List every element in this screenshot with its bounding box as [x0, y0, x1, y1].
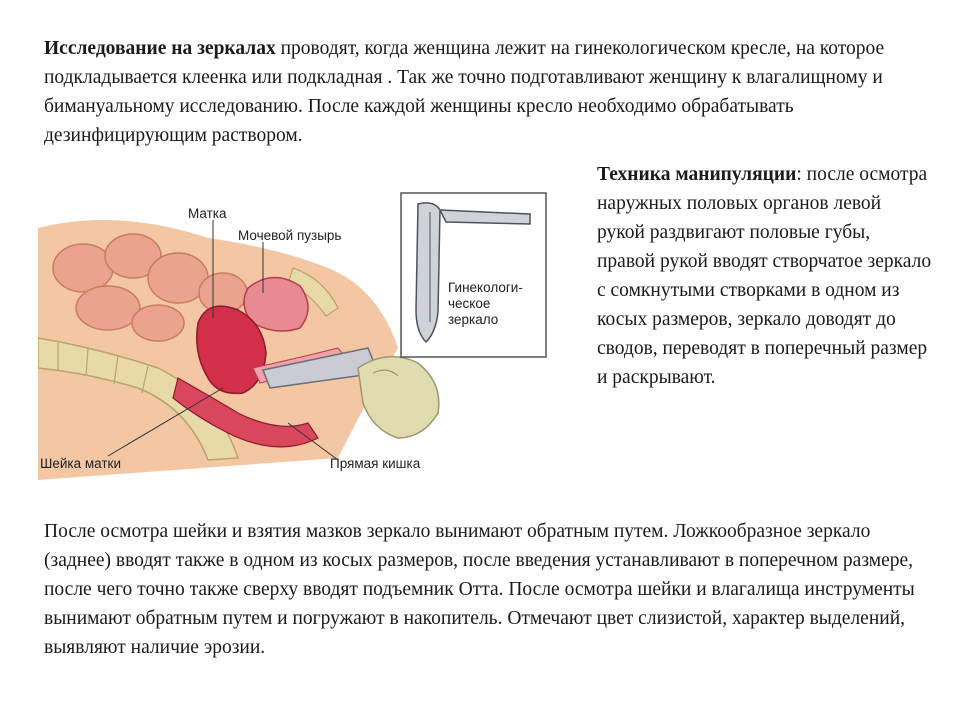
technique-text: : после осмотра наружных половых органов левой рукой раздвигают половые губы, правой рукой вводят створчатое зеркало с сомкнутыми створками в одном из косых размеров, зеркало доводят до сводов, переводят в поперечный размер и раскрывают. [597, 164, 932, 388]
intro-text: проводят, когда женщина лежит на гинекологическом кресле, на которое подкладывается клеенка или подкладная . Так же точно подготавливают женщину к влагалищному и бимануальному исследованию. После каждой женщины кресло необходимо обрабатывать дезинфицирующим раствором. [44, 38, 885, 146]
after-paragraph [44, 517, 934, 662]
speculum-label-line3: зеркало [448, 312, 499, 327]
speculum-label-line1: Гинекологи- [448, 280, 523, 295]
anatomy-illustration [38, 198, 458, 480]
label-bladder: Мочевой пузырь [238, 228, 342, 243]
label-rectum: Прямая кишка [330, 456, 421, 471]
technique-paragraph [597, 160, 932, 392]
speculum-illustration [400, 192, 547, 358]
speculum-label-line2: ческое [448, 296, 491, 311]
after-text: После осмотра шейки и взятия мазков зеркало вынимают обратным путем. Ложкообразное зеркало (заднее) вводят также в одном из косых размеров, после введения устанавливают в поперечном размере, после чего точно также сверху вводят подъемник Отта. После осмотра шейки и влагалища инструменты вынимают обратным путем и погружают в накопитель. Отмечают цвет слизистой, характер выделений, выявляют наличие эрозии. [44, 521, 915, 658]
intro-heading: Исследование на зеркалах [44, 38, 276, 59]
label-cervix: Шейка матки [40, 456, 122, 471]
label-uterus: Матка [188, 206, 227, 221]
technique-heading: Техника манипуляции [597, 164, 797, 185]
intro-paragraph [44, 34, 924, 150]
